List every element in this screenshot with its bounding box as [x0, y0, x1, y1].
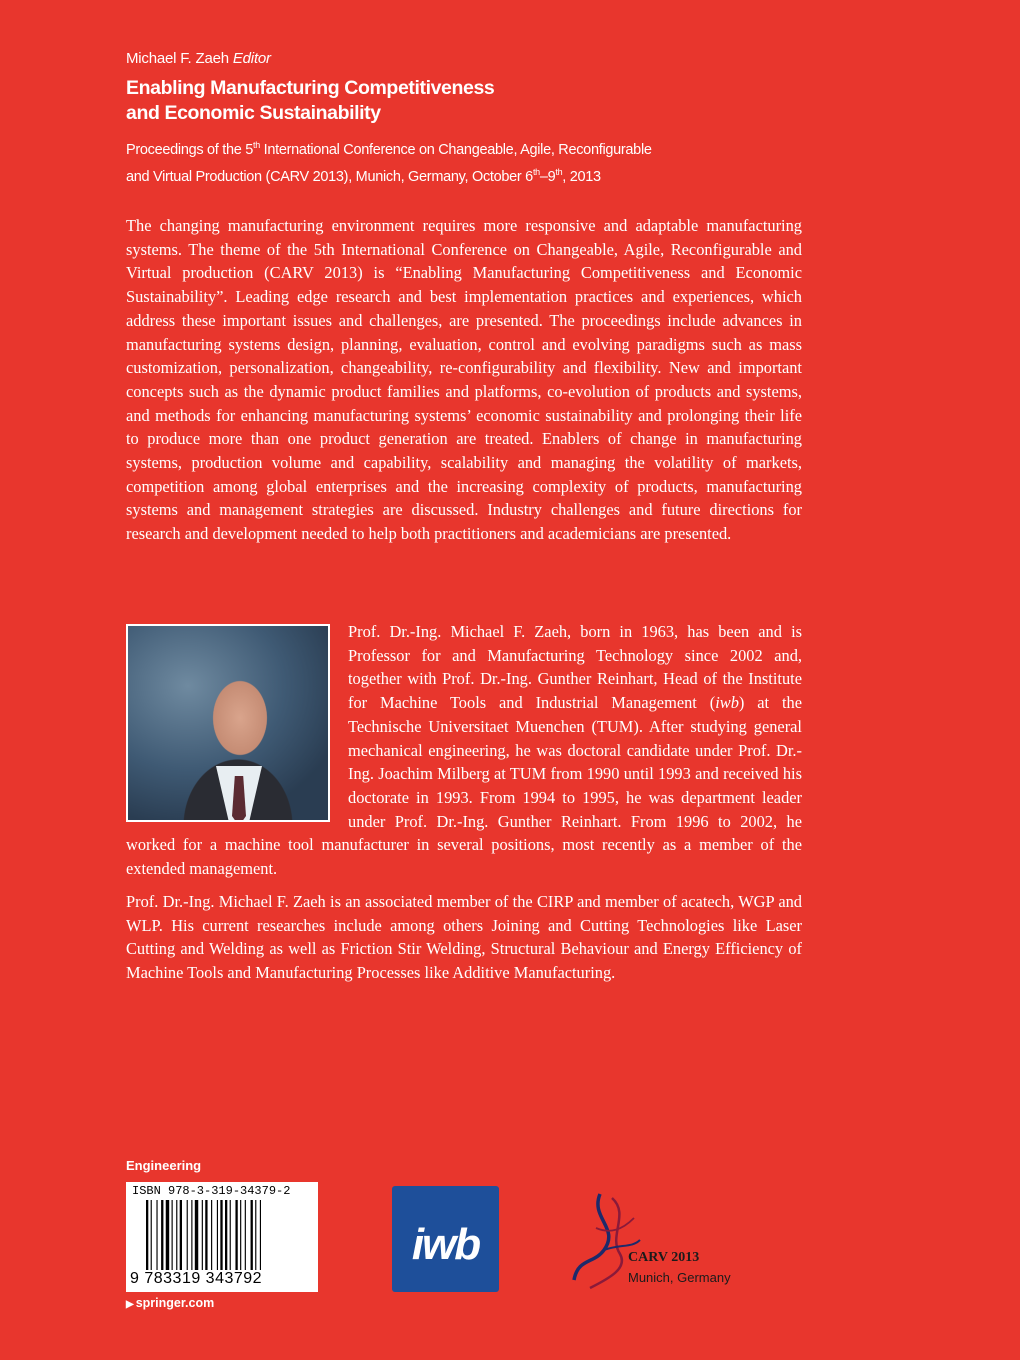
book-description: The changing manufacturing environment requires more responsive and adaptable manufacturing systems. The theme of the 5th International Conference on Changeable, Agile, Reconfigurable and Virtual production (CARV 2013) is “Enabling Manufacturing Competitiveness and Economic Sustainability”. Leading edge research and best implementation practices and experiences, which address these important issues and challenges, are presented. The proceedings include advances in manufacturing systems design, planning, evaluation, control and evolving paradigms such as mass customization, personalization, changeability, re-configurability and flexibility. New and important concepts such as the dynamic product families and platforms, co-evolution of products and systems, and methods for enhancing manufacturing systems’ economic sustainability and prolonging their life to produce more than one product generation are treated. Enablers of change in manufacturing systems, production volume and capability, scalability and managing the volatility of markets, competition among global enterprises and the increasing complexity of products, manufacturing systems and management strategies are discussed. Industry challenges and future directions for research and development needed to help both practitioners and academicians are presented. — [126, 216, 802, 544]
author-portrait-image — [126, 624, 330, 822]
subtitle-text: and Virtual Production (CARV 2013), Munich, Germany, October 6 — [126, 168, 533, 185]
editor-line — [126, 50, 271, 67]
barcode-bars — [146, 1200, 312, 1270]
isbn-barcode — [126, 1182, 318, 1292]
ean-number: 9 783319 343792 — [130, 1270, 263, 1287]
subtitle-text: –9 — [539, 168, 556, 185]
title-line-2: and Economic Sustainability — [126, 102, 381, 124]
subtitle-superscript: th — [253, 140, 260, 150]
author-bio-section — [126, 620, 802, 881]
book-title — [126, 76, 494, 126]
author-bio-italic: iwb — [715, 693, 739, 713]
editor-role: Editor — [232, 50, 271, 67]
book-subtitle — [126, 134, 652, 188]
subtitle-superscript: th — [555, 166, 563, 177]
iwb-logo — [392, 1186, 499, 1292]
subtitle-text: Proceedings of the 5 — [126, 141, 254, 158]
subtitle-superscript: th — [532, 166, 540, 177]
author-bio-text: ) at the Technische Universitaet Muenchen (TUM). After studying general mechanical engineering, he was doctoral candidate under Prof. Dr.-Ing. Joachim Milberg at TUM from 1990 until 1993 and received his doctorate in 1993. From 1994 to 1995, he was department leader under Prof. Dr.-Ing. Gunther Reinhart. From 1996 to 2002, he worked for a machine tool manufacturer in several positions, most recently as a member of the extended management. — [126, 693, 802, 879]
carv-title: CARV 2013 — [628, 1250, 700, 1265]
iwb-logo-text: iwb — [411, 1220, 480, 1269]
editor-name: Michael F. Zaeh — [126, 50, 229, 67]
author-bio-text: Prof. Dr.-Ing. Michael F. Zaeh, born in 1963, has been and is Professor for and Manufacturing Technology since 2002 and, together with Prof. Dr.-Ing. Gunther Reinhart, Head of the Institute for Machine Tools and Industrial Management ( — [348, 622, 802, 713]
category-label: Engineering — [126, 1158, 202, 1173]
carv-location: Munich, Germany — [628, 1270, 731, 1285]
author-research: Prof. Dr.-Ing. Michael F. Zaeh is an associated member of the CIRP and member of acatech, WGP and WLP. His current researches include among others Joining and Cutting Technologies like Laser Cutting and Welding as well as Friction Stir Welding, Structural Behaviour and Energy Efficiency of Machine Tools and Manufacturing Processes like Additive Manufacturing. — [126, 892, 802, 983]
website-link[interactable] — [126, 1296, 214, 1310]
isbn-label: ISBN 978-3-319-34379-2 — [132, 1184, 291, 1198]
subtitle-text: International Conference on Changeable, Agile, Reconfigurable — [259, 141, 652, 158]
subtitle-text: , 2013 — [562, 168, 601, 185]
title-line-1: Enabling Manufacturing Competitiveness — [126, 77, 495, 99]
website-text: springer.com — [135, 1296, 215, 1310]
triangle-right-icon: ▶ — [126, 1299, 134, 1310]
